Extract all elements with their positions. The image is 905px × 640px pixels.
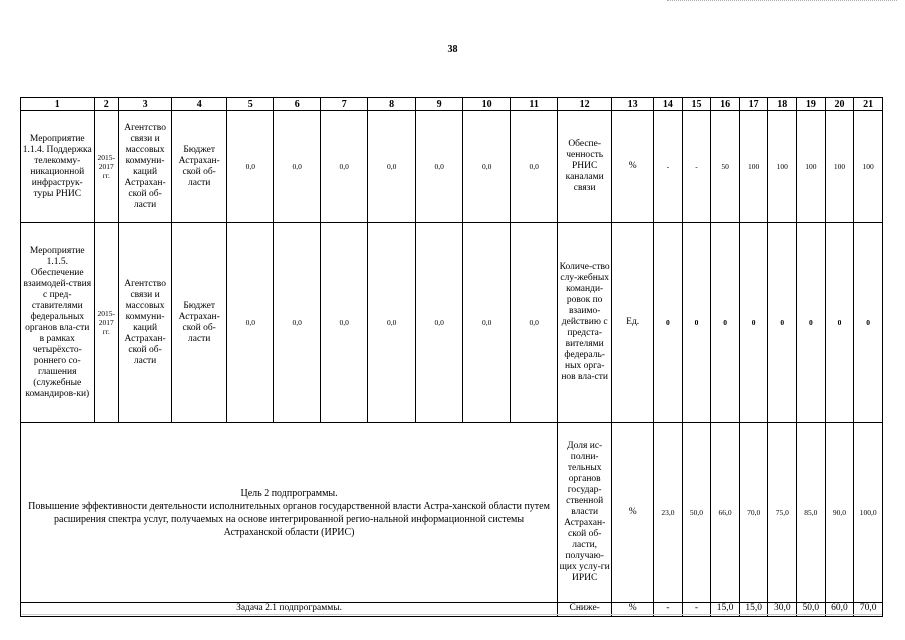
col-header: 2	[94, 98, 119, 111]
col-header: 14	[654, 98, 683, 111]
indicator-value: 0	[682, 223, 711, 423]
value-cell: 0,0	[227, 111, 274, 223]
task-title: Задача 2.1 подпрограммы.	[21, 603, 558, 617]
col-header: 5	[227, 98, 274, 111]
indicator-value: 100	[739, 111, 768, 223]
col-header: 19	[797, 98, 826, 111]
value-cell: 0,0	[227, 223, 274, 423]
indicator-value: 70,0	[739, 423, 768, 603]
value-cell: 0,0	[321, 223, 368, 423]
indicator-value: 0	[711, 223, 740, 423]
indicator-name: Доля ис-полни-тельных органов государ-ственной власти Астрахан-ской об-ласти, получаю-щих услу-ги ИРИС	[558, 423, 612, 603]
program-table	[20, 97, 883, 617]
indicator-value: 100	[797, 111, 826, 223]
indicator-value: 66,0	[711, 423, 740, 603]
goal-title: Цель 2 подпрограммы.	[240, 487, 338, 499]
page-number: 38	[447, 44, 458, 55]
indicator-value: 100	[768, 111, 797, 223]
table-row-measure-1-1-5	[21, 223, 883, 423]
indicator-value: -	[682, 111, 711, 223]
indicator-value: 0	[654, 223, 683, 423]
indicator-value: 0	[854, 223, 883, 423]
indicator-unit: %	[612, 423, 654, 603]
value-cell: 0,0	[368, 111, 416, 223]
col-header: 18	[768, 98, 797, 111]
value-cell: 0,0	[416, 223, 463, 423]
measure-period: 2015-2017 гг.	[94, 223, 119, 423]
measure-name: Мероприятие 1.1.5. Обеспечение взаимодей-ствия с пред-ставителями федеральных органов вла-сти в рамках четырёхсто-роннего со-глашения (служебные командиров-ки)	[21, 223, 95, 423]
indicator-value: -	[682, 603, 711, 617]
indicator-value: 0	[825, 223, 854, 423]
col-header: 8	[368, 98, 416, 111]
indicator-value: 50	[711, 111, 740, 223]
value-cell: 0,0	[321, 111, 368, 223]
measure-source: Бюджет Астрахан-ской об-ласти	[172, 111, 227, 223]
indicator-value: 60,0	[825, 603, 854, 617]
value-cell: 0,0	[511, 111, 558, 223]
value-cell: 0,0	[511, 223, 558, 423]
indicator-value: 15,0	[739, 603, 768, 617]
table-row-goal-2	[21, 423, 883, 603]
indicator-value: 50,0	[797, 603, 826, 617]
col-header: 11	[511, 98, 558, 111]
indicator-value: 90,0	[825, 423, 854, 603]
indicator-value: 0	[768, 223, 797, 423]
indicator-name: Обеспе-ченность РНИС каналами связи	[558, 111, 612, 223]
value-cell: 0,0	[274, 111, 321, 223]
indicator-unit: %	[612, 111, 654, 223]
indicator-value: 30,0	[768, 603, 797, 617]
measure-name: Мероприятие 1.1.4. Поддержка телекомму-никационной инфраструк-туры РНИС	[21, 111, 95, 223]
scan-top-marks	[667, 0, 897, 4]
indicator-value: 23,0	[654, 423, 683, 603]
col-header: 1	[21, 98, 95, 111]
indicator-value: 100,0	[854, 423, 883, 603]
indicator-value: 100	[825, 111, 854, 223]
indicator-value: 70,0	[854, 603, 883, 617]
col-header: 4	[172, 98, 227, 111]
goal-text: Повышение эффективности деятельности исполнительных органов государственной власти Астра-ханской области путем расширения спектра услуг, получаемых на основе интегрированной регио-нальной информационной системы Астраханской области (ИРИС)	[28, 500, 550, 538]
indicator-unit: Ед.	[612, 223, 654, 423]
measure-executor: Агентство связи и массовых коммуни-каций Астрахан-ской об-ласти	[119, 223, 172, 423]
table-row-measure-1-1-4	[21, 111, 883, 223]
col-header: 12	[558, 98, 612, 111]
col-header: 15	[682, 98, 711, 111]
col-header: 16	[711, 98, 740, 111]
value-cell: 0,0	[274, 223, 321, 423]
indicator-value: 0	[739, 223, 768, 423]
indicator-value: 50,0	[682, 423, 711, 603]
indicator-value: -	[654, 111, 683, 223]
col-header: 7	[321, 98, 368, 111]
indicator-value: 0	[797, 223, 826, 423]
measure-executor: Агентство связи и массовых коммуни-каций Астрахан-ской об-ласти	[119, 111, 172, 223]
indicator-unit: %	[612, 603, 654, 617]
col-header: 6	[274, 98, 321, 111]
col-header: 10	[463, 98, 511, 111]
col-header: 9	[416, 98, 463, 111]
measure-period: 2015-2017 гг.	[94, 111, 119, 223]
indicator-value: 75,0	[768, 423, 797, 603]
value-cell: 0,0	[368, 223, 416, 423]
col-header: 3	[119, 98, 172, 111]
value-cell: 0,0	[416, 111, 463, 223]
col-header: 21	[854, 98, 883, 111]
measure-source: Бюджет Астрахан-ской об-ласти	[172, 223, 227, 423]
col-header: 17	[739, 98, 768, 111]
value-cell: 0,0	[463, 223, 511, 423]
col-header: 13	[612, 98, 654, 111]
scan-bottom-line	[22, 614, 882, 615]
col-header: 20	[825, 98, 854, 111]
indicator-value: -	[654, 603, 683, 617]
indicator-value: 85,0	[797, 423, 826, 603]
value-cell: 0,0	[463, 111, 511, 223]
indicator-name: Количе-ство слу-жебных команди-ровок по взаимо-действию с предста-вителями федераль-ных орга-нов вла-сти	[558, 223, 612, 423]
indicator-value: 15,0	[711, 603, 740, 617]
goal-cell	[21, 423, 558, 603]
header-row	[21, 98, 883, 111]
indicator-name: Сниже-	[558, 603, 612, 617]
indicator-value: 100	[854, 111, 883, 223]
